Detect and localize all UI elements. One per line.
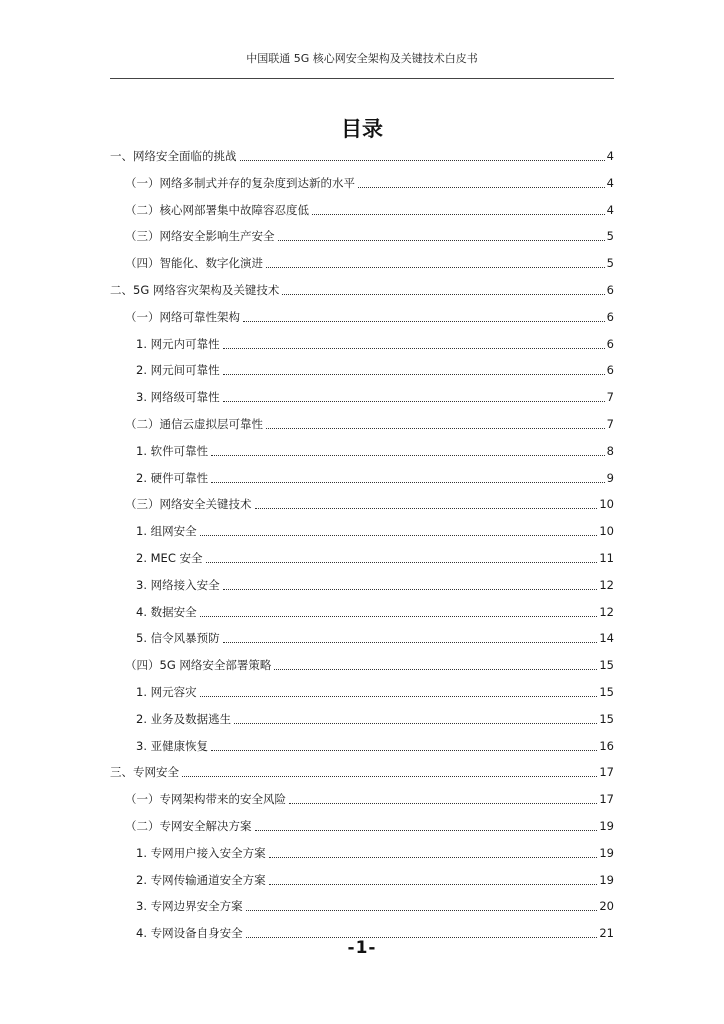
toc-entry[interactable] — [136, 389, 614, 405]
dot-leader — [246, 910, 598, 911]
dot-leader — [278, 240, 605, 241]
dot-leader — [223, 589, 598, 590]
toc-entry-page: 10 — [599, 497, 614, 511]
toc-entry-text: 2. MEC 安全 — [136, 551, 203, 565]
page-number: -1- — [347, 938, 377, 958]
toc-entry-text: 一、网络安全面临的挑战 — [110, 149, 237, 163]
toc-entry-page: 19 — [599, 819, 614, 833]
toc-entry-page: 5 — [606, 229, 614, 243]
toc-entry-text: 1. 组网安全 — [136, 524, 197, 538]
toc-entry[interactable] — [136, 470, 614, 486]
toc-entry[interactable] — [136, 711, 614, 727]
toc-entry[interactable] — [110, 764, 614, 780]
toc-entry[interactable] — [125, 255, 614, 271]
toc-entry-text: （三）网络安全关键技术 — [125, 497, 252, 511]
toc-entry[interactable] — [136, 550, 614, 566]
toc-entry-text: 5. 信令风暴预防 — [136, 631, 220, 645]
toc-entry[interactable] — [110, 148, 614, 164]
toc-entry-page: 8 — [606, 444, 614, 458]
toc-entry-page: 9 — [606, 471, 614, 485]
toc-entry-page: 19 — [599, 846, 614, 860]
toc-entry-text: 4. 专网设备自身安全 — [136, 926, 243, 940]
toc-entry-page: 10 — [599, 524, 614, 538]
dot-leader — [358, 187, 605, 188]
toc-entry[interactable] — [136, 523, 614, 539]
toc-entry-page: 19 — [599, 873, 614, 887]
dot-leader — [200, 535, 598, 536]
toc-entry-text: （四）5G 网络安全部署策略 — [125, 658, 272, 672]
toc-entry[interactable] — [136, 443, 614, 459]
toc-entry-page: 21 — [599, 926, 614, 940]
toc-entry[interactable] — [110, 282, 614, 298]
toc-entry[interactable] — [136, 577, 614, 593]
toc-entry-page: 12 — [599, 578, 614, 592]
toc-entry[interactable] — [125, 309, 614, 325]
toc-entry[interactable] — [125, 818, 614, 834]
dot-leader — [200, 616, 598, 617]
dot-leader — [274, 669, 597, 670]
dot-leader — [223, 374, 605, 375]
toc-entry-text: 3. 网络接入安全 — [136, 578, 220, 592]
toc-entry-page: 15 — [599, 685, 614, 699]
toc-entry-page: 17 — [599, 792, 614, 806]
dot-leader — [312, 214, 605, 215]
toc-entry[interactable] — [125, 416, 614, 432]
dot-leader — [200, 696, 598, 697]
toc-title: 目录 — [341, 117, 383, 141]
toc-entry-text: 二、5G 网络容灾架构及关键技术 — [110, 283, 280, 297]
dot-leader — [234, 723, 597, 724]
toc-entry[interactable] — [136, 336, 614, 352]
dot-leader — [223, 348, 605, 349]
toc-entry[interactable] — [136, 630, 614, 646]
toc-entry-page: 6 — [606, 310, 614, 324]
toc-entry-page: 7 — [606, 390, 614, 404]
toc-entry[interactable] — [125, 791, 614, 807]
dot-leader — [255, 508, 598, 509]
toc-entry[interactable] — [136, 684, 614, 700]
toc-entry-page: 6 — [606, 337, 614, 351]
toc-entry[interactable] — [136, 872, 614, 888]
toc-entry[interactable] — [125, 657, 614, 673]
toc-entry-page: 11 — [599, 551, 614, 565]
toc-entry-text: 2. 专网传输通道安全方案 — [136, 873, 266, 887]
toc-entry-text: 4. 数据安全 — [136, 605, 197, 619]
toc-entry-page: 14 — [599, 631, 614, 645]
toc-entry-page: 4 — [606, 149, 614, 163]
dot-leader — [206, 562, 598, 563]
toc-entry-text: 3. 亚健康恢复 — [136, 739, 209, 753]
dot-leader — [266, 267, 605, 268]
toc-entry-page: 4 — [606, 203, 614, 217]
toc-entry-text: 1. 专网用户接入安全方案 — [136, 846, 266, 860]
toc-entry[interactable] — [136, 898, 614, 914]
dot-leader — [289, 803, 597, 804]
dot-leader — [282, 294, 604, 295]
toc-entry-page: 6 — [606, 363, 614, 377]
dot-leader — [243, 321, 605, 322]
toc-entry-text: 3. 专网边界安全方案 — [136, 899, 243, 913]
toc-entry-text: （四）智能化、数字化演进 — [125, 256, 263, 270]
toc-entry[interactable] — [125, 175, 614, 191]
toc-entry-text: 三、专网安全 — [110, 765, 179, 779]
dot-leader — [182, 776, 597, 777]
toc-entry-page: 17 — [599, 765, 614, 779]
toc-entry-text: 1. 软件可靠性 — [136, 444, 209, 458]
dot-leader — [266, 428, 605, 429]
dot-leader — [223, 642, 598, 643]
dot-leader — [223, 401, 605, 402]
toc-entry-text: 1. 网元容灾 — [136, 685, 197, 699]
toc-entry[interactable] — [136, 738, 614, 754]
toc-entry-text: （一）专网架构带来的安全风险 — [125, 792, 286, 806]
toc-entry[interactable] — [136, 362, 614, 378]
toc-entry-text: （二）专网安全解决方案 — [125, 819, 252, 833]
dot-leader — [211, 482, 605, 483]
page-header: 中国联通 5G 核心网安全架构及关键技术白皮书 — [246, 52, 478, 65]
toc-entry-page: 16 — [599, 739, 614, 753]
toc-entry-text: 2. 网元间可靠性 — [136, 363, 220, 377]
toc-entry-page: 7 — [606, 417, 614, 431]
toc-entry[interactable] — [125, 228, 614, 244]
toc-entry-text: 2. 硬件可靠性 — [136, 471, 209, 485]
toc-entry-page: 20 — [599, 899, 614, 913]
toc-entry-text: 1. 网元内可靠性 — [136, 337, 220, 351]
dot-leader — [255, 830, 598, 831]
toc-entry-text: 2. 业务及数据逃生 — [136, 712, 232, 726]
dot-leader — [269, 857, 598, 858]
toc-entry-text: （二）核心网部署集中故障容忍度低 — [125, 203, 309, 217]
toc-entry[interactable] — [136, 604, 614, 620]
toc-entry-text: （一）网络多制式并存的复杂度到达新的水平 — [125, 176, 355, 190]
toc-entry-text: 3. 网络级可靠性 — [136, 390, 220, 404]
dot-leader — [211, 750, 597, 751]
toc-entry-page: 15 — [599, 658, 614, 672]
dot-leader — [240, 160, 605, 161]
toc-entry-page: 5 — [606, 256, 614, 270]
toc-entry-text: （三）网络安全影响生产安全 — [125, 229, 275, 243]
toc-entry-page: 4 — [606, 176, 614, 190]
toc-entry-text: （一）网络可靠性架构 — [125, 310, 240, 324]
toc-entry-page: 12 — [599, 605, 614, 619]
toc-entry[interactable] — [125, 202, 614, 218]
toc-entry[interactable] — [125, 496, 614, 512]
dot-leader — [211, 455, 605, 456]
toc-entry-page: 15 — [599, 712, 614, 726]
toc-entry-text: （二）通信云虚拟层可靠性 — [125, 417, 263, 431]
toc-entry[interactable] — [136, 845, 614, 861]
dot-leader — [269, 884, 598, 885]
toc-entry-page: 6 — [606, 283, 614, 297]
